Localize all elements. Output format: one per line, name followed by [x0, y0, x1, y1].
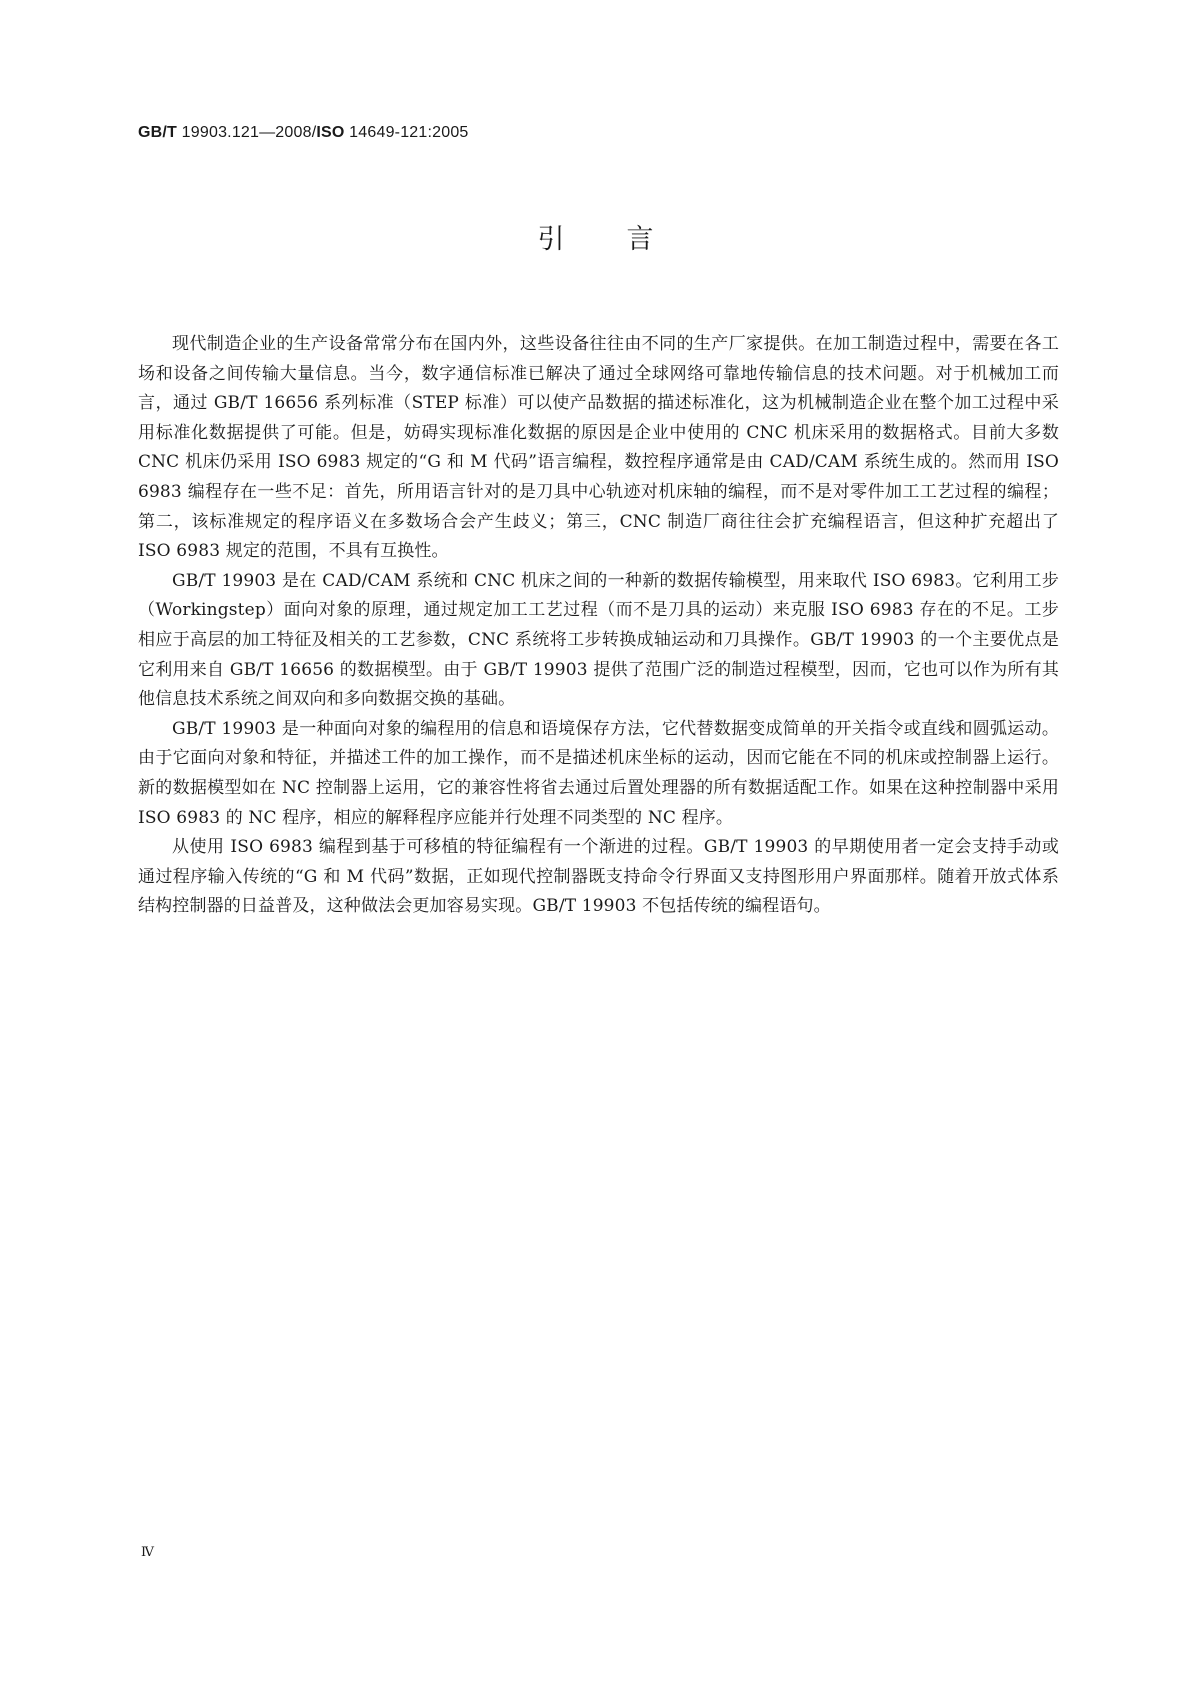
- paragraph-4: 从使用 ISO 6983 编程到基于可移植的特征编程有一个渐进的过程。GB/T 19903 的早期使用者一定会支持手动或通过程序输入传统的“G 和 M 代码”数据，正如现代控制器既支持命令行界面又支持图形用户界面那样。随着开放式体系结构控制器的日益普及，这种做法会更加容易实现。GB/T 19903 不包括传统的编程语句。: [138, 837, 1059, 917]
- header-std-number: 19903.121—2008/: [177, 124, 317, 141]
- paragraph-2: GB/T 19903 是在 CAD/CAM 系统和 CNC 机床之间的一种新的数据传输模型，用来取代 ISO 6983。它利用工步（Workingstep）面向对象的原理，通过规定加工工艺过程（而不是刀具的运动）来克服 ISO 6983 存在的不足。工步相应于高层的加工特征及相关的工艺参数，CNC 系统将工步转换成轴运动和刀具操作。GB/T 19903 的一个主要优点是它利用来自 GB/T 16656 的数据模型。由于 GB/T 19903 提供了范围广泛的制造过程模型，因而，它也可以作为所有其他信息技术系统之间双向和多向数据交换的基础。: [138, 570, 1059, 710]
- header-iso-prefix: ISO: [316, 124, 345, 141]
- body-text: [138, 330, 1059, 922]
- page-number: Ⅳ: [141, 1545, 154, 1560]
- header-std-prefix: GB/T: [138, 124, 178, 141]
- paragraph-1: 现代制造企业的生产设备常常分布在国内外，这些设备往往由不同的生产厂家提供。在加工制造过程中，需要在各工场和设备之间传输大量信息。当今，数字通信标准已解决了通过全球网络可靠地传输信息的技术问题。对于机械加工而言，通过 GB/T 16656 系列标准（STEP 标准）可以使产品数据的描述标准化，这为机械制造企业在整个加工过程中采用标准化数据提供了可能。但是，妨碍实现标准化数据的原因是企业中使用的 CNC 机床采用的数据格式。目前大多数 CNC 机床仍采用 ISO 6983 规定的“G 和 M 代码”语言编程，数控程序通常是由 CAD/CAM 系统生成的。然而用 ISO 6983 编程存在一些不足：首先，所用语言针对的是刀具中心轨迹对机床轴的编程，而不是对零件加工工艺过程的编程；第二，该标准规定的程序语义在多数场合会产生歧义；第三，CNC 制造厂商往往会扩充编程语言，但这种扩充超出了 ISO 6983 规定的范围，不具有互换性。: [138, 334, 1059, 562]
- header-iso-number: 14649-121:2005: [344, 124, 469, 141]
- paragraph-3: GB/T 19903 是一种面向对象的编程用的信息和语境保存方法，它代替数据变成简单的开关指令或直线和圆弧运动。由于它面向对象和特征，并描述工件的加工操作，而不是描述机床坐标的运动，因而它能在不同的机床或控制器上运行。新的数据模型如在 NC 控制器上运用，它的兼容性将省去通过后置处理器的所有数据适配工作。如果在这种控制器中采用 ISO 6983 的 NC 程序，相应的解释程序应能并行处理不同类型的 NC 程序。: [138, 718, 1059, 828]
- page-title: 引言: [537, 224, 716, 255]
- page-header: [138, 124, 469, 142]
